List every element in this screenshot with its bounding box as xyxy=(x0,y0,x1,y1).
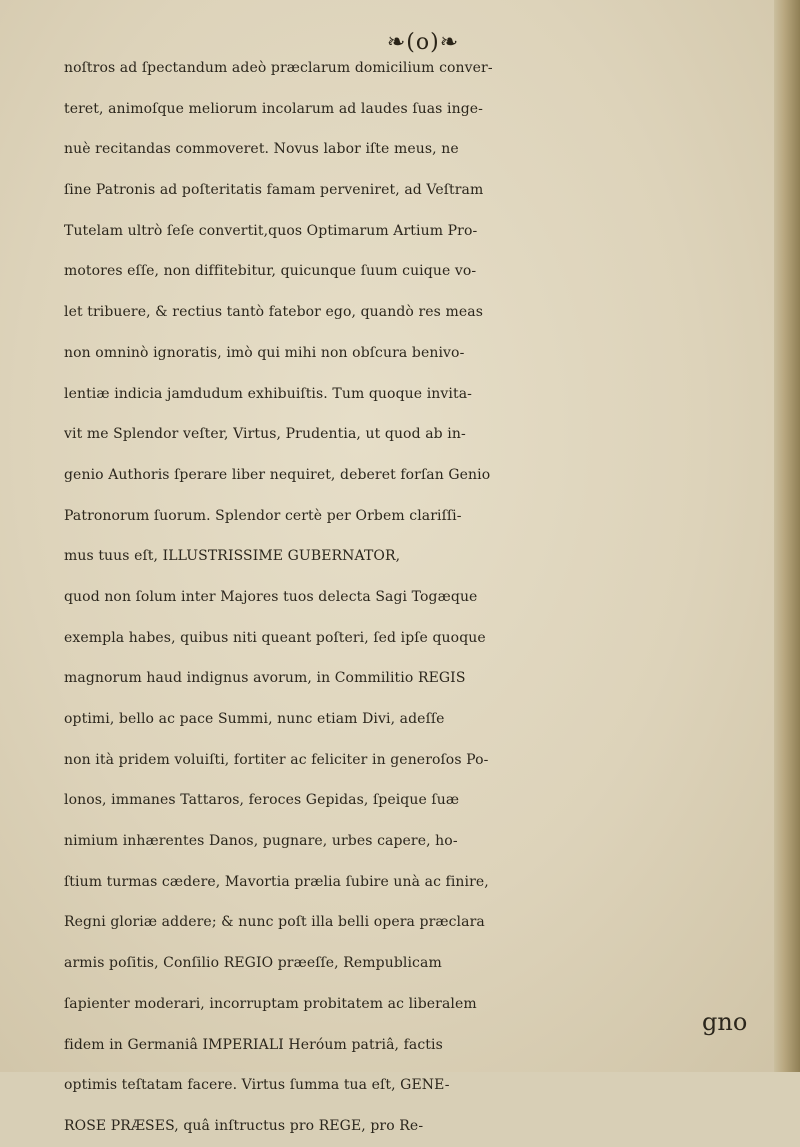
text-line: Tutelam ultrò ſeſe convertit,quos Optimarum Artium Pro- xyxy=(64,222,478,239)
text-line: exempla habes, quibus niti queant poſteri, ſed ipſe quoque xyxy=(64,629,486,646)
text-line: teret, animoſque meliorum incolarum ad laudes ſuas inge- xyxy=(64,100,483,117)
header-ornament: ❧(o)❧ xyxy=(386,30,460,55)
catchword: gno xyxy=(702,1008,748,1036)
text-line: Patronorum ſuorum. Splendor certè per Orbem clariſſi- xyxy=(64,507,462,524)
text-line: noſtros ad ſpectandum adeò præclarum domicilium conver- xyxy=(64,60,493,76)
body-text xyxy=(64,48,776,1147)
text-line: armis poſitis, Conſilio REGIO præeſſe, Rempublicam xyxy=(64,955,442,972)
text-line: ſapienter moderari, incorruptam probitatem ac liberalem xyxy=(64,995,477,1012)
text-line: motores eſſe, non diffitebitur, quicunque ſuum cuique vo- xyxy=(64,263,477,280)
text-line: vit me Splendor veſter, Virtus, Prudentia, ut quod ab in- xyxy=(64,426,466,443)
text-line: non ità pridem voluiſti, fortiter ac feliciter in generoſos Po- xyxy=(64,751,489,768)
text-line: optimis teſtatam facere. Virtus ſumma tua eſt, GENE- xyxy=(64,1077,450,1094)
text-line: quod non ſolum inter Majores tuos delecta Sagi Togæque xyxy=(64,588,478,605)
text-line: nuè recitandas commoveret. Novus labor iſte meus, ne xyxy=(64,141,459,158)
text-line: ROSE PRÆSES, quâ inſtructus pro REGE, pro Re- xyxy=(64,1117,424,1134)
text-line: Regni gloriæ addere; & nunc poſt illa belli opera præclara xyxy=(64,914,485,931)
text-line: lentiæ indicia jamdudum exhibuiſtis. Tum quoque invita- xyxy=(64,385,472,402)
text-line: mus tuus eſt, ILLUSTRISSIME GUBERNATOR, xyxy=(64,548,401,565)
text-line: nimium inhærentes Danos, pugnare, urbes capere, ho- xyxy=(64,833,458,850)
text-line: ſine Patronis ad poſteritatis famam perveniret, ad Veſtram xyxy=(64,182,484,199)
text-line: let tribuere, & rectius tantò fatebor ego, quandò res meas xyxy=(64,304,483,321)
page-edge xyxy=(774,0,800,1072)
text-line: magnorum haud indignus avorum, in Commilitio REGIS xyxy=(64,670,466,687)
text-line: non omninò ignoratis, imò qui mihi non obſcura benivo- xyxy=(64,344,465,361)
text-line: ſtium turmas cædere, Mavortia prælia ſubire unà ac finire, xyxy=(64,873,489,890)
text-line: fidem in Germaniâ IMPERIALI Heróum patriâ, factis xyxy=(64,1036,443,1053)
text-line: genio Authoris ſperare liber nequiret, deberet forſan Genio xyxy=(64,466,491,483)
text-line: optimi, bello ac pace Summi, nunc etiam Divi, adeſſe xyxy=(64,711,445,727)
text-line: lonos, immanes Tattaros, feroces Gepidas, ſpeique ſuæ xyxy=(64,792,460,809)
